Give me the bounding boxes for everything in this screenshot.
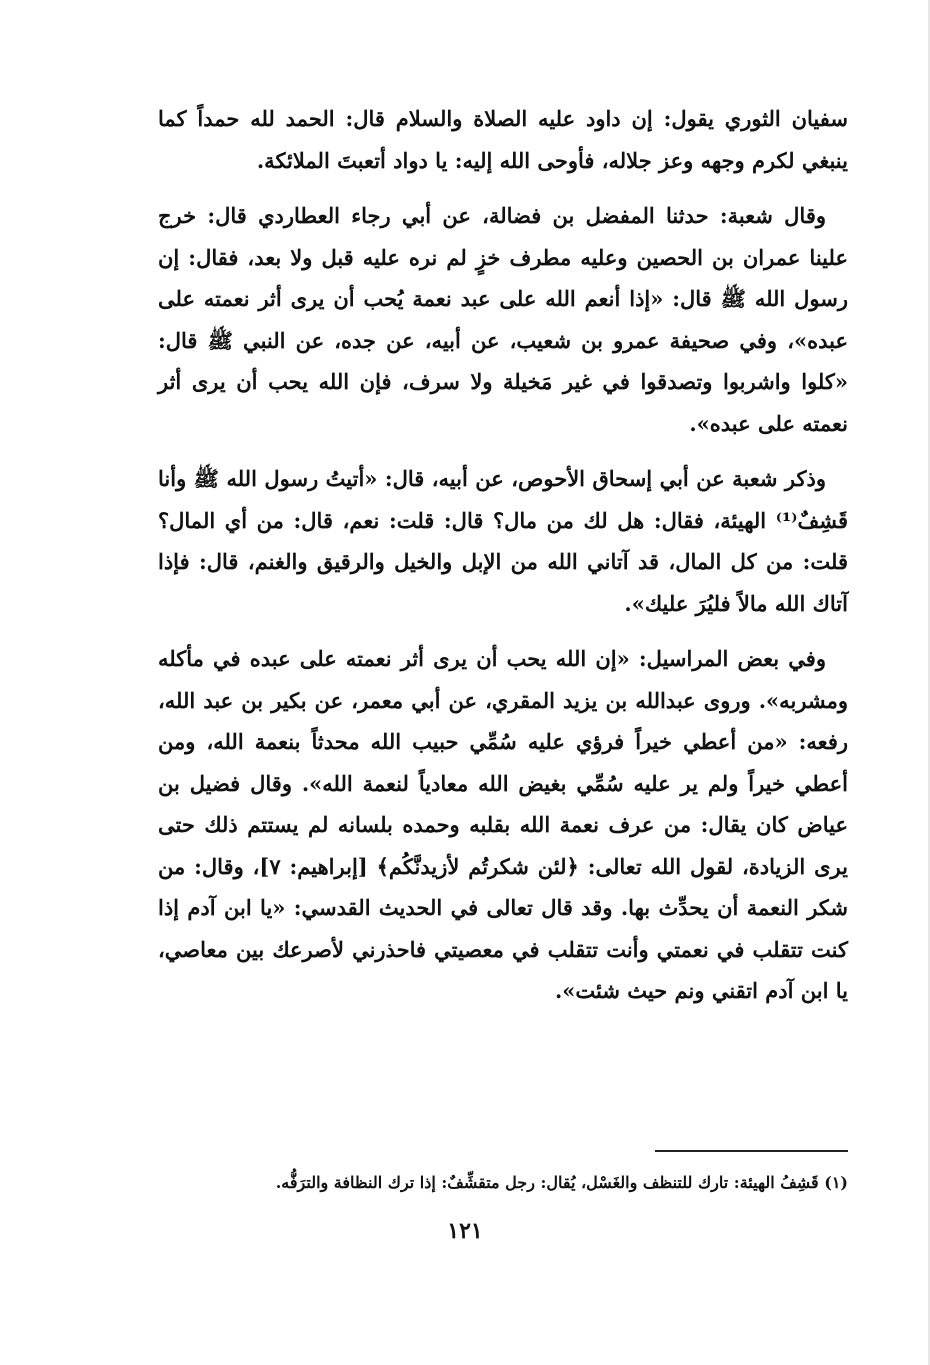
- paragraph-3: وذكر شعبة عن أبي إسحاق الأحوص، عن أبيه، قال: «أتيتُ رسول الله ﷺ وأنا قَشِفٌ⁽¹⁾ الهيئة، فقال: هل لك من مال؟ قال: قلت: نعم، قال: من أي المال؟ قلت: من كل المال، قد آتاني الله من الإبل والخيل والرقيق والغنم، قال: فإذا آتاك الله مالاً فليُرَ عليك».: [158, 466, 848, 616]
- main-text-body: [158, 98, 848, 1026]
- footnote-divider: [655, 1150, 848, 1152]
- paragraph-4: وفي بعض المراسيل: «إن الله يحب أن يرى أثر نعمته على عبده في مأكله ومشربه». وروى عبدالله بن يزيد المقري، عن أبي معمر، عن بكير بن عبد الله، رفعه: «من أعطي خيراً فرؤي عليه سُمِّي حبيب الله محدثاً بنعمة الله، ومن أعطي خيراً ولم ير عليه سُمِّي بغيض الله معادياً لنعمة الله». وقال فضيل بن عياض كان يقال: من عرف نعمة الله بقلبه وحمده بلسانه لم يستتم ذلك حتى يرى الزيادة، لقول الله تعالى: ﴿لئن شكرتُم لأزيدنَّكُم﴾ [إبراهيم: ٧]، وقال: من شكر النعمة أن يحدِّث بها. وقد قال تعالى في الحديث القدسي: «يا ابن آدم إذا كنت تتقلب في نعمتي وأنت تتقلب في معصيتي فاحذرني لأصرعك بين معاصي، يا ابن آدم اتقني ونم حيث شئت».: [158, 646, 848, 1003]
- page-number: ١٢١: [447, 1218, 483, 1244]
- footnote: (١) قَشِفُ الهيئة: تارك للتنظف والغَسْل، يُقال: رجل متقشِّفٌ: إذا ترك النظافة والترَفُّه.: [275, 1173, 848, 1192]
- paragraph-1: سفيان الثوري يقول: إن داود عليه الصلاة والسلام قال: الحمد لله حمداً كما ينبغي لكرم وجهه وعز جلاله، فأوحى الله إليه: يا دواد أتعبتَ الملائكة.: [158, 106, 848, 173]
- paragraph-2: وقال شعبة: حدثنا المفضل بن فضالة، عن أبي رجاء العطاردي قال: خرج علينا عمران بن الحصين وعليه مطرف خزٍ لم نره عليه قبل ولا بعد، فقال: إن رسول الله ﷺ قال: «إذا أنعم الله على عبد نعمة يُحب أن يرى أثر نعمته على عبده»، وفي صحيفة عمرو بن شعيب، عن أبيه، عن جده، عن النبي ﷺ قال: «كلوا واشربوا وتصدقوا في غير مَخيلة ولا سرف، فإن الله يحب أن يرى أثر نعمته على عبده».: [158, 203, 848, 436]
